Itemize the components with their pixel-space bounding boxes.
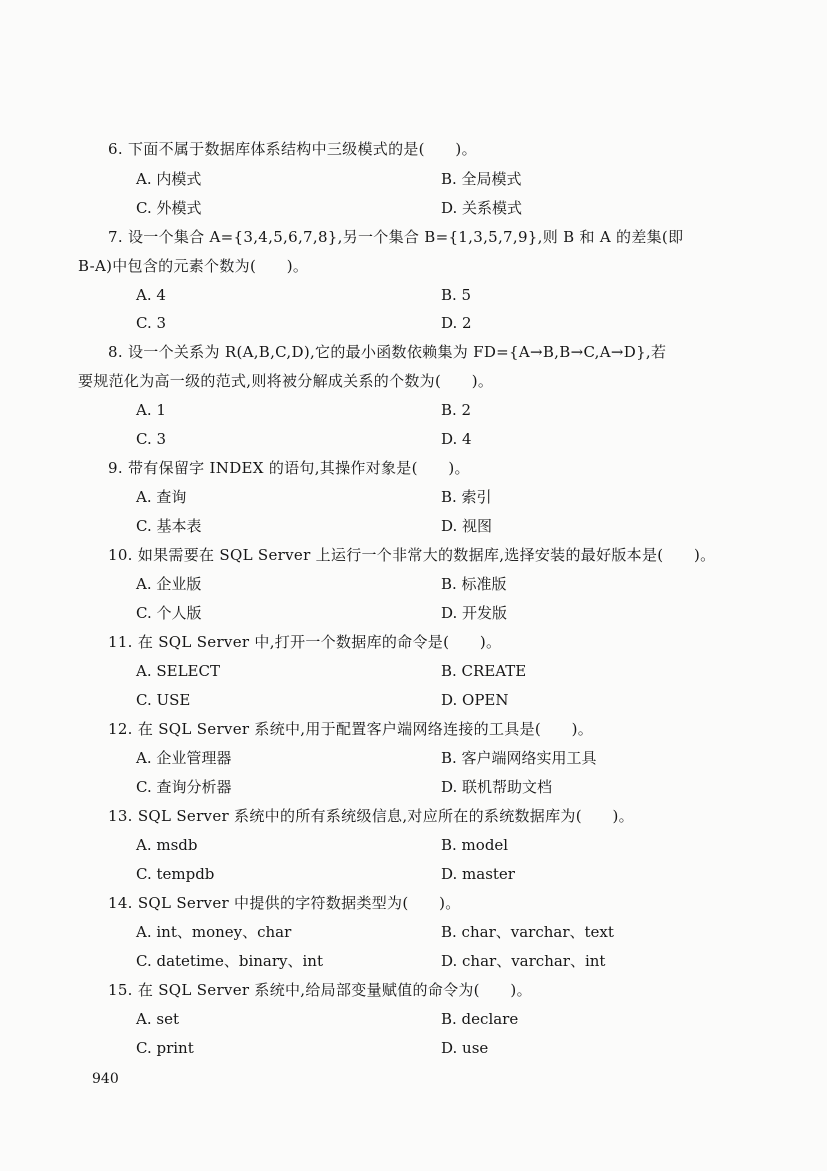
question-9-stem: 9. 带有保留字 INDEX 的语句,其操作对象是( )。	[108, 459, 470, 477]
question-12-stem: 12. 在 SQL Server 系统中,用于配置客户端网络连接的工具是( )。	[108, 720, 594, 738]
question-15-option-a: A. set	[136, 1010, 179, 1028]
question-7-option-c: C. 3	[136, 314, 167, 332]
question-14-option-b: B. char、varchar、text	[441, 923, 614, 941]
question-10-option-c: C. 个人版	[136, 604, 202, 622]
question-9-option-b: B. 索引	[441, 488, 492, 506]
question-9-option-c: C. 基本表	[136, 517, 202, 535]
question-6-stem: 6. 下面不属于数据库体系结构中三级模式的是( )。	[108, 140, 477, 158]
question-12-option-a: A. 企业管理器	[136, 749, 232, 767]
question-6-option-c: C. 外模式	[136, 199, 202, 217]
question-12-option-b: B. 客户端网络实用工具	[441, 749, 597, 767]
question-7-option-d: D. 2	[441, 314, 472, 332]
question-7-option-a: A. 4	[136, 286, 166, 304]
question-13-option-a: A. msdb	[136, 836, 198, 854]
question-14-stem: 14. SQL Server 中提供的字符数据类型为( )。	[108, 894, 461, 912]
question-10-option-a: A. 企业版	[136, 575, 202, 593]
question-7-stem-continued: B-A)中包含的元素个数为( )。	[78, 257, 309, 275]
question-8-option-b: B. 2	[441, 401, 472, 419]
question-7-stem: 7. 设一个集合 A={3,4,5,6,7,8},另一个集合 B={1,3,5,7,9},则 B 和 A 的差集(即	[108, 228, 684, 246]
question-14-option-a: A. int、money、char	[136, 923, 292, 941]
question-9-option-a: A. 查询	[136, 488, 187, 506]
question-8-option-a: A. 1	[136, 401, 166, 419]
question-10-option-b: B. 标准版	[441, 575, 507, 593]
question-15-option-d: D. use	[441, 1039, 489, 1057]
question-13-option-c: C. tempdb	[136, 865, 215, 883]
question-12-option-d: D. 联机帮助文档	[441, 778, 553, 796]
question-15-stem: 15. 在 SQL Server 系统中,给局部变量赋值的命令为( )。	[108, 981, 532, 999]
question-11-stem: 11. 在 SQL Server 中,打开一个数据库的命令是( )。	[108, 633, 502, 651]
question-7-option-b: B. 5	[441, 286, 472, 304]
question-12-option-c: C. 查询分析器	[136, 778, 232, 796]
question-15-option-b: B. declare	[441, 1010, 519, 1028]
question-11-option-a: A. SELECT	[136, 662, 220, 680]
page-number: 940	[92, 1071, 119, 1087]
question-15-option-c: C. print	[136, 1039, 194, 1057]
question-8-option-d: D. 4	[441, 430, 472, 448]
question-6-option-a: A. 内模式	[136, 170, 202, 188]
question-8-option-c: C. 3	[136, 430, 167, 448]
question-10-option-d: D. 开发版	[441, 604, 508, 622]
question-6-option-d: D. 关系模式	[441, 199, 523, 217]
question-13-option-d: D. master	[441, 865, 515, 883]
question-8-stem: 8. 设一个关系为 R(A,B,C,D),它的最小函数依赖集为 FD={A→B,B→C,A→D},若	[108, 343, 667, 361]
question-11-option-d: D. OPEN	[441, 691, 509, 709]
question-14-option-d: D. char、varchar、int	[441, 952, 606, 970]
question-6-option-b: B. 全局模式	[441, 170, 522, 188]
question-14-option-c: C. datetime、binary、int	[136, 952, 323, 970]
question-13-option-b: B. model	[441, 836, 509, 854]
question-11-option-c: C. USE	[136, 691, 191, 709]
question-11-option-b: B. CREATE	[441, 662, 527, 680]
question-9-option-d: D. 视图	[441, 517, 493, 535]
question-13-stem: 13. SQL Server 系统中的所有系统级信息,对应所在的系统数据库为( )。	[108, 807, 634, 825]
question-10-stem: 10. 如果需要在 SQL Server 上运行一个非常大的数据库,选择安装的最好版本是( )。	[108, 546, 716, 564]
question-8-stem-continued: 要规范化为高一级的范式,则将被分解成关系的个数为( )。	[78, 372, 494, 390]
